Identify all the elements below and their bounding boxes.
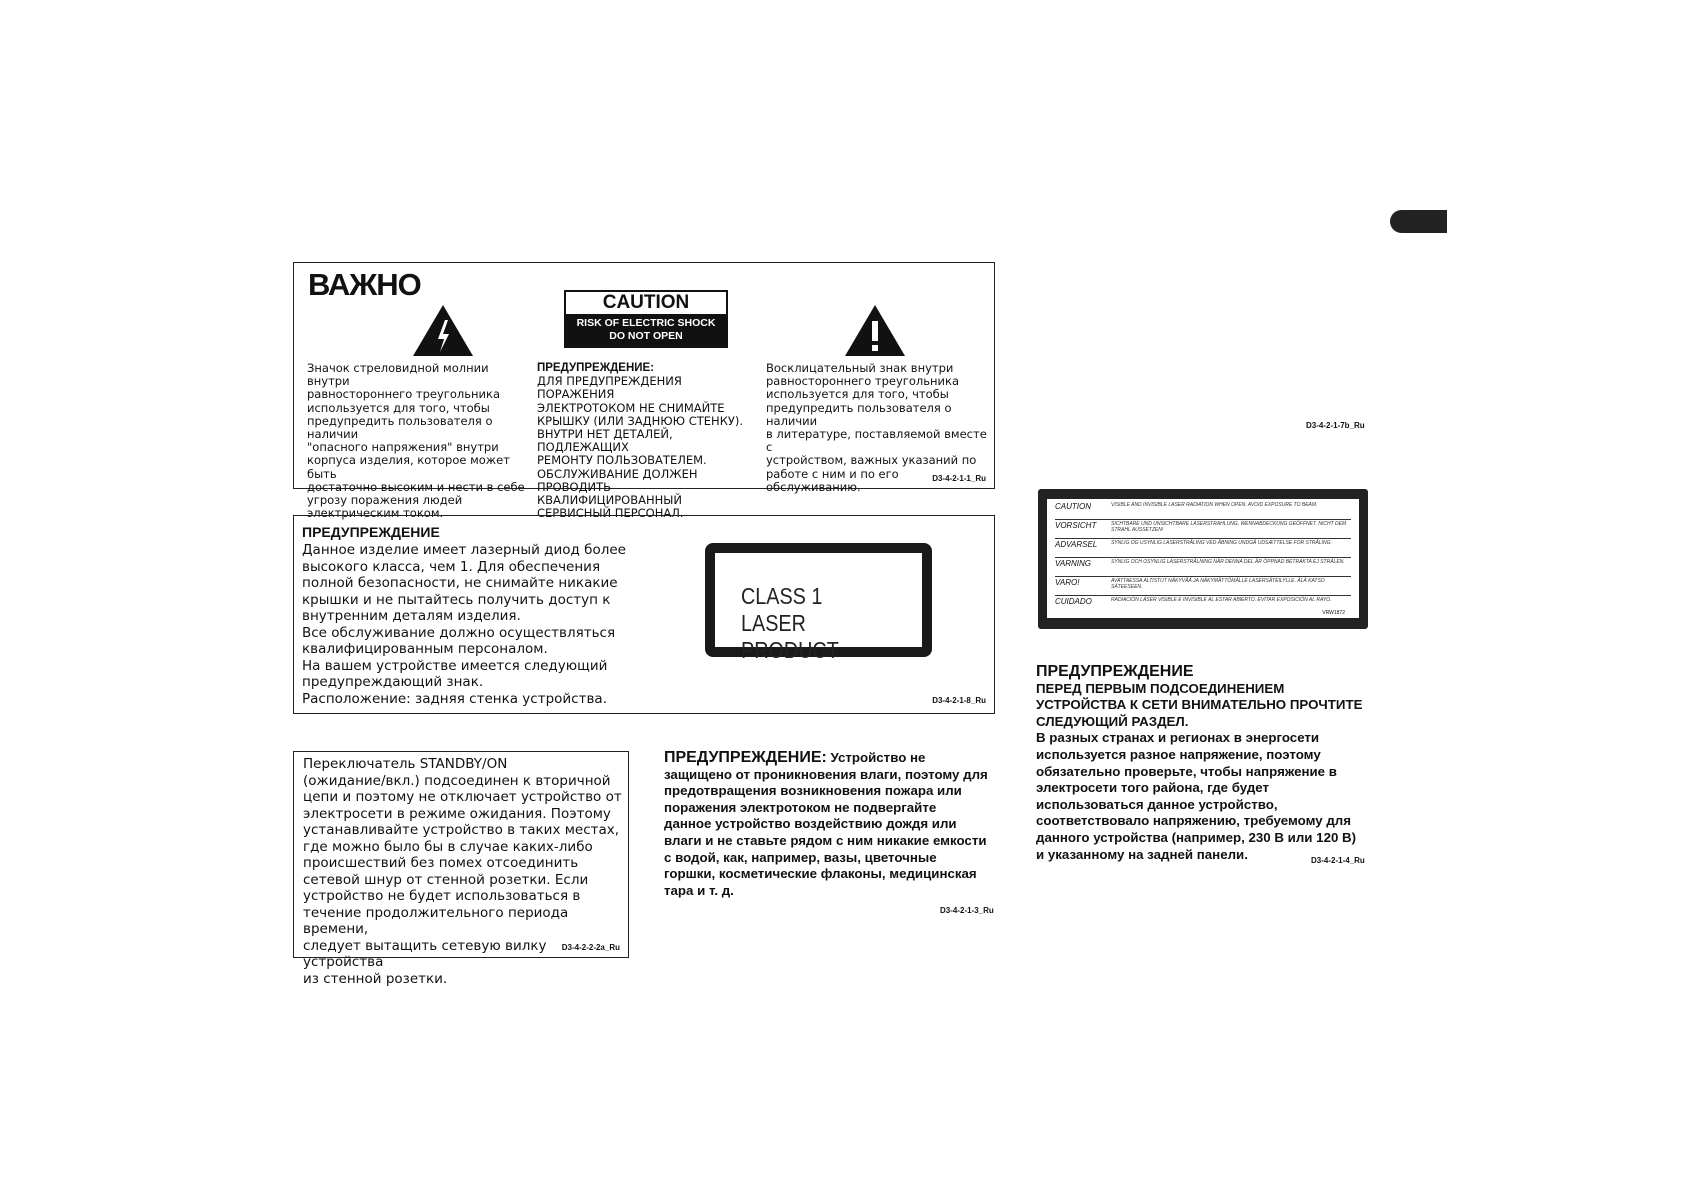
laser-text: Данное изделие имеет лазерный диод более высокого класса, чем 1. Для обеспечения полной безопасности, не снимайте никакие крышки и не пытайтесь получить доступ к внутренним деталям изделия. Все обслуживание должно осуществляться квалифицированным персоналом. На вашем устройстве имеется следующий предупреждающий знак. Расположение: задняя стенка устройства.	[302, 542, 626, 707]
code-label: D3-4-2-1-8_Ru	[932, 696, 986, 705]
table-row: VORSICHT SICHTBARE UND UNSICHTBARE LASERSTRAHLUNG, WENNABDECKUNG GEÖFFNET. NICHT DEM STRAHL AUSSETZEN!	[1055, 519, 1351, 539]
code-label: D3-4-2-1-4_Ru	[1311, 856, 1365, 865]
standby-box	[293, 751, 629, 987]
code-label: D3-4-2-1-1_Ru	[932, 474, 986, 483]
laser-warning-table	[1038, 489, 1368, 629]
caution-sign	[564, 290, 728, 348]
caution-text: ДЛЯ ПРЕДУПРЕЖДЕНИЯ ПОРАЖЕНИЯ ЭЛЕКТРОТОКОМ НЕ СНИМАЙТЕ КРЫШКУ (ИЛИ ЗАДНЮЮ СТЕНКУ). ВНУТРИ НЕТ ДЕТАЛЕЙ, ПОДЛЕЖАЩИХ РЕМОНТУ ПОЛЬЗОВАТЕЛЕМ. ОБСЛУЖИВАНИЕ ДОЛЖЕН ПРОВОДИТЬ КВАЛИФИЦИРОВАННЫЙ СЕРВИСНЫЙ ПЕРСОНАЛ.	[537, 374, 744, 521]
important-title: ВАЖНО	[308, 267, 421, 302]
code-label: D3-4-2-2-2a_Ru	[561, 943, 620, 952]
table-row: CUIDADO RADIACIÓN LÁSER VISIBLE E INVISIBLE AL ESTAR ABIERTO. EVITAR EXPOSICIÓN AL RAYO.	[1055, 597, 1332, 606]
moisture-heading: ПРЕДУПРЕЖДЕНИЕ:	[664, 749, 827, 766]
moisture-lead: Устройство не	[826, 750, 926, 765]
voltage-text: В разных странах и регионах в энергосети используется разное напряжение, поэтому обязательно проверьте, чтобы напряжение в электросети того района, где будет использоваться данное устройство, соответствовало напряжению, требуемому для данного устройства (например, 230 В или 120 В) и указанному на задней панели.	[1036, 730, 1357, 862]
caution-sign-title: CAUTION	[602, 292, 690, 313]
caution-sign-warning	[566, 314, 726, 346]
code-label: VRW1872	[1322, 610, 1345, 616]
caution-heading: ПРЕДУПРЕЖДЕНИЕ:	[537, 362, 655, 374]
exclamation-description: Восклицательный знак внутри равностороннего треугольника используется для того, чтобы предупредить пользователя о наличии в литературе, поставляемой вместе с устройством, важных указаний по работе с ним и по его обслуживанию.	[766, 361, 987, 494]
voltage-subheading: ПЕРЕД ПЕРВЫМ ПОДСОЕДИНЕНИЕМ УСТРОЙСТВА К СЕТИ ВНИМАТЕЛЬНО ПРОЧТИТЕ СЛЕДУЮЩИЙ РАЗДЕЛ.	[1036, 680, 1363, 729]
lightning-warning-icon	[411, 303, 475, 358]
moisture-warning	[664, 750, 1004, 899]
table-row: VARNING SYNLIG OCH OSYNLIG LASERSTRÅLNING NÄR DENNA DEL ÄR ÖPPNAD BETRAKTA EJ STRÅLEN.	[1055, 557, 1351, 577]
voltage-warning	[1036, 664, 1376, 863]
table-row: ADVARSEL SYNLIG OG USYNLIG LASERSTRÅLING VED ÅBNING UNDGÅ UDSÆTTELSE FOR STRÅLING.	[1055, 538, 1351, 558]
caution-sign-line2: DO NOT OPEN	[609, 330, 683, 342]
lightning-description: Значок стреловидной молнии внутри равностороннего треугольника используется для того, чтобы предупредить пользователя о наличии "опасного напряжения" внутри корпуса изделия, которое может быть достаточно высоким и нести в себе угрозу поражения людей электрическим током.	[307, 361, 525, 521]
table-row: CAUTION VISIBLE AND INVISIBLE LASER RADIATION WHEN OPEN. AVOID EXPOSURE TO BEAM.	[1055, 500, 1351, 520]
caution-sign-line1: RISK OF ELECTRIC SHOCK	[576, 317, 716, 329]
table-row: VARO! AVATTAESSA ALTISTUT NÄKYVÄÄ JA NÄKYMÄTTÖMÄLLE LASERSÄTEILYLLE. ÄLÄ KATSO SÄTEESEEN.	[1055, 576, 1351, 596]
standby-text: Переключатель STANDBY/ON (ожидание/вкл.) подсоединен к вторичной цепи и поэтому не отключает устройство от электросети в режиме ожидания. Поэтому устанавливайте устройство в таких местах, где можно было бы в случае каких-либо происшествий без помех отсоединить сетевой шнур от стенной розетки. Если устройство не будет использоваться в течение продолжительного периода времени, следует вытащить сетевую вилку устройства из стенной розетки.	[303, 756, 622, 987]
exclamation-warning-icon	[843, 303, 907, 358]
laser-heading: ПРЕДУПРЕЖДЕНИЕ	[302, 524, 440, 540]
laser-label-text: CLASS 1 LASER PRODUCT	[741, 583, 839, 663]
class1-laser-label	[705, 543, 932, 663]
code-label: D3-4-2-1-3_Ru	[940, 906, 994, 915]
laser-warning-table-inner	[1047, 499, 1359, 618]
moisture-text: защищено от проникновения влаги, поэтому для предотвращения возникновения пожара или поражения электротоком не подвергайте данное устройство воздействию дождя или влаги и не ставьте рядом с ним никакие емкости с водой, как, например, вазы, цветочные горшки, косметические флаконы, медицинская тара и т. д.	[664, 766, 988, 898]
code-label: D3-4-2-1-7b_Ru	[1306, 421, 1365, 430]
section-tab	[1390, 210, 1447, 233]
voltage-heading: ПРЕДУПРЕЖДЕНИЕ	[1036, 663, 1194, 680]
